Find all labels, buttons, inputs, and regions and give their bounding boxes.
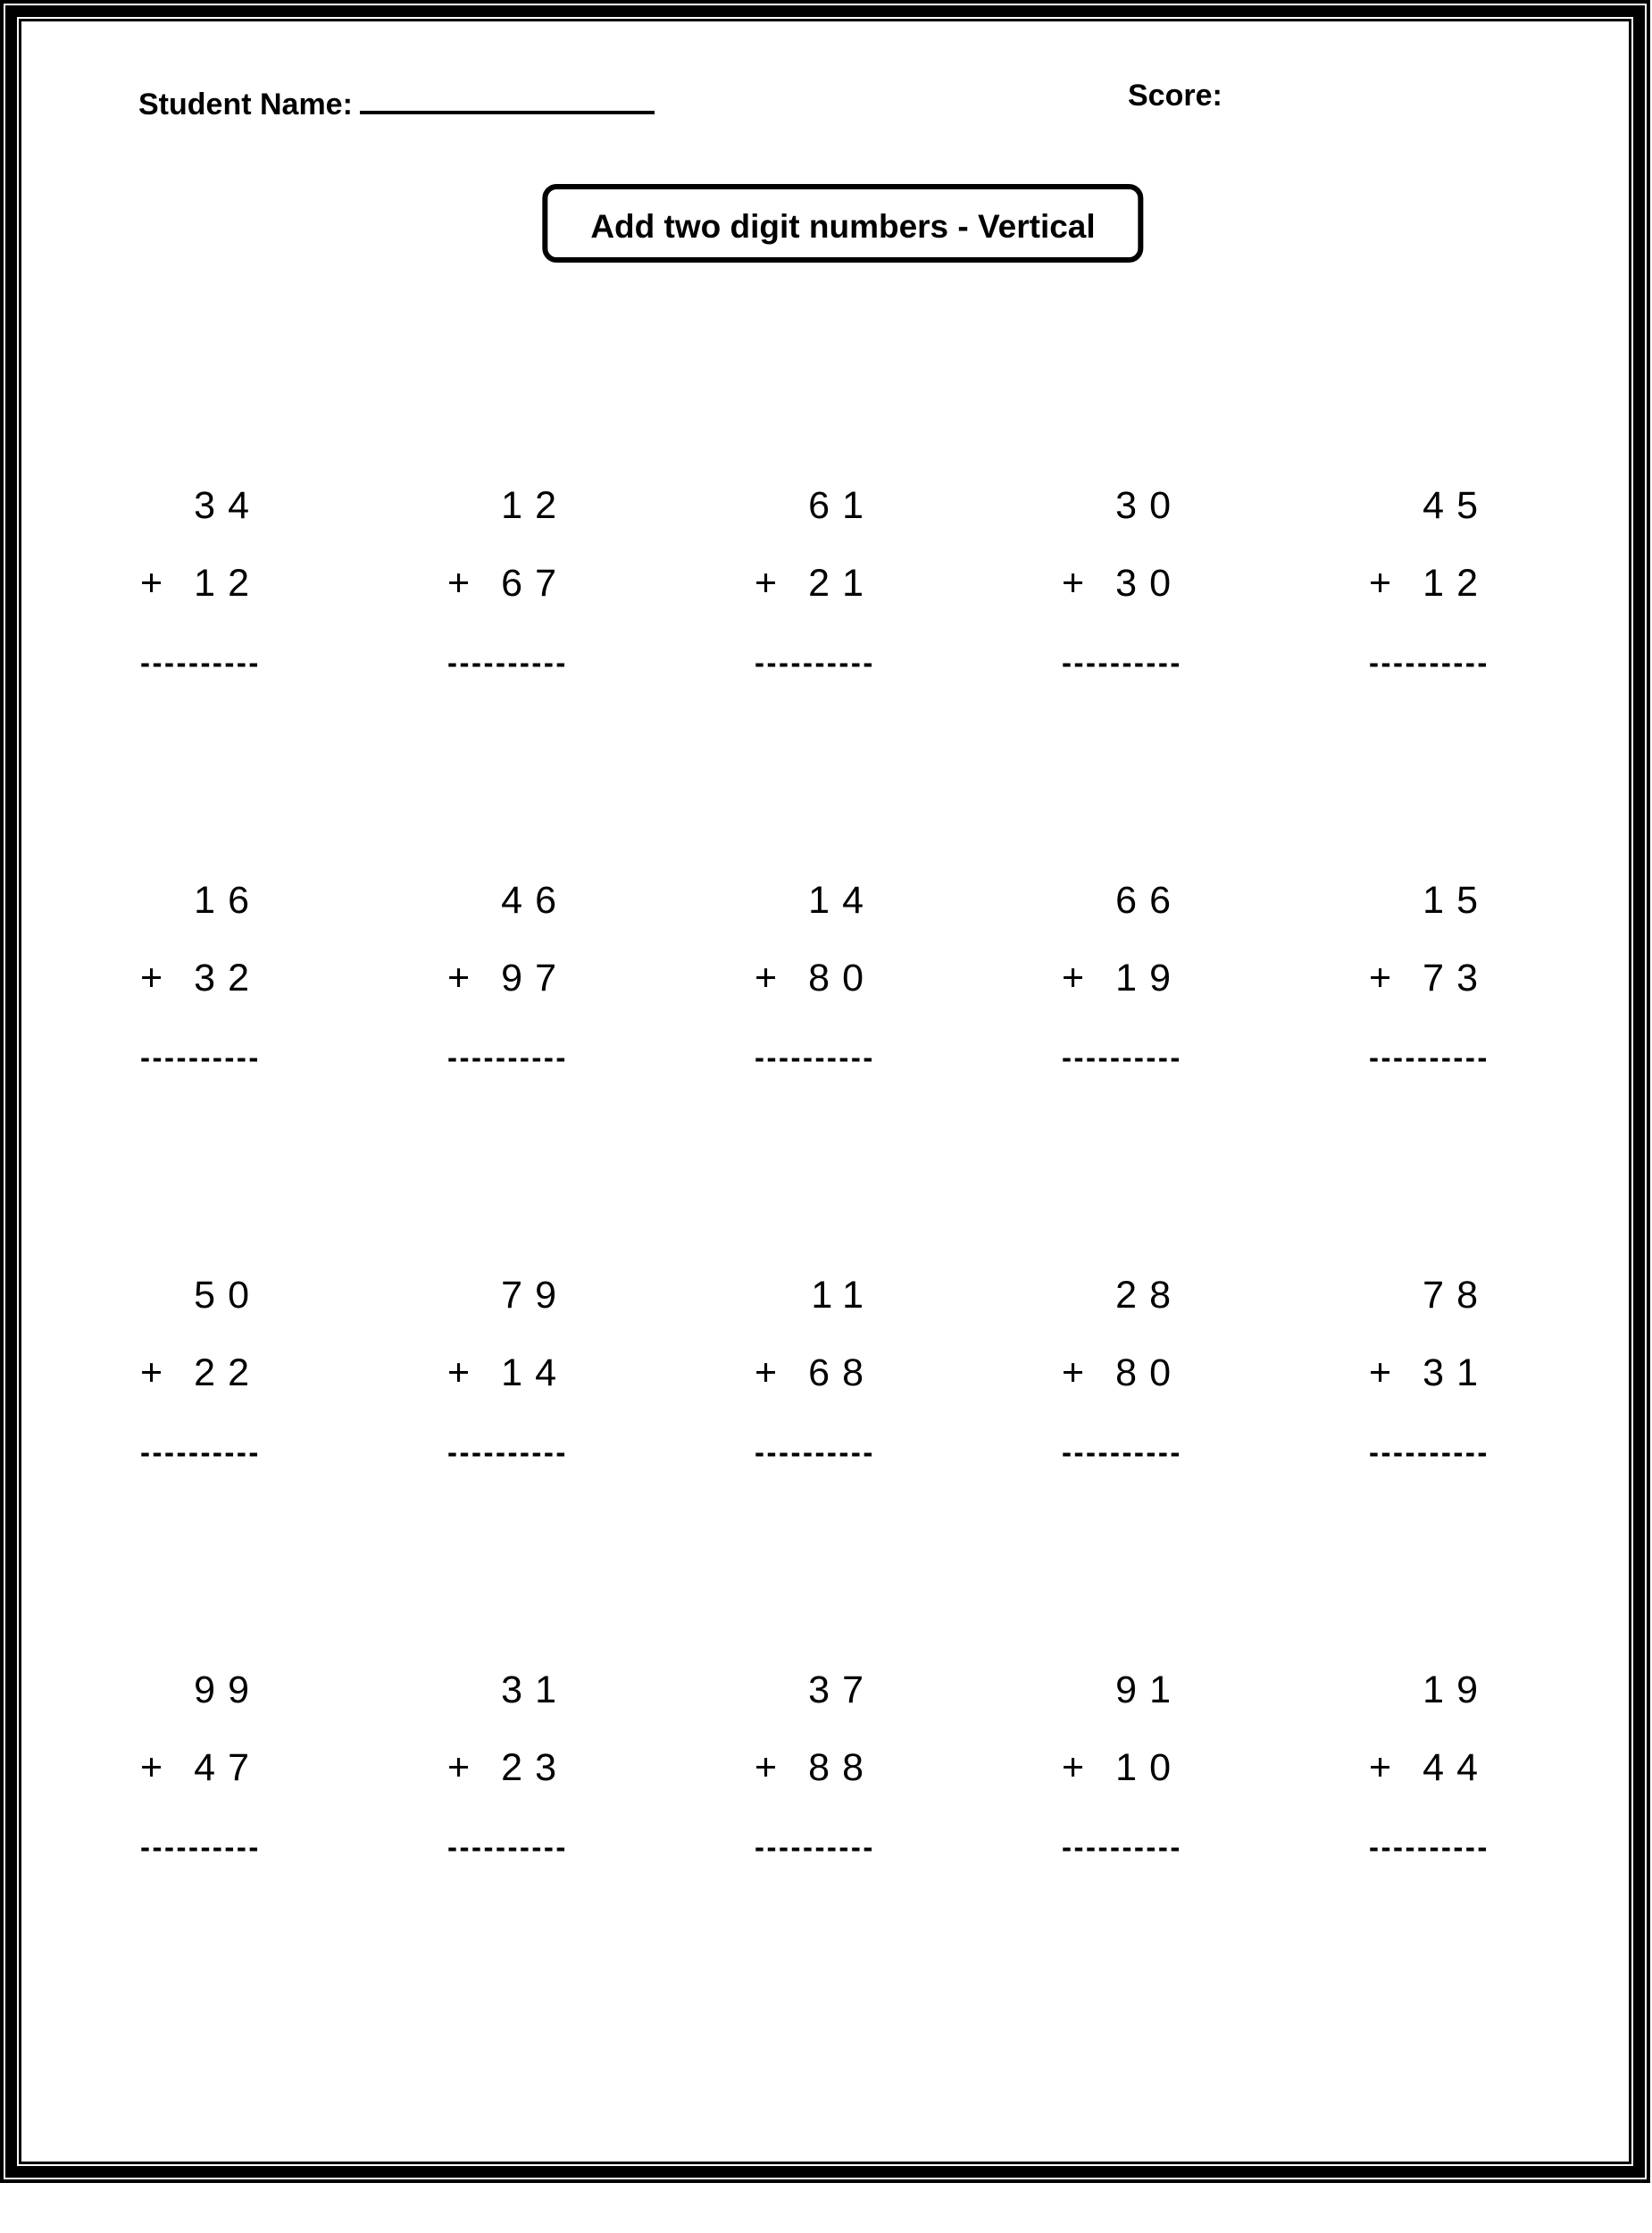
plus-sign: + [447,1746,471,1789]
problem [447,1276,581,1671]
addend-number: 32 [194,957,262,999]
addend-row [1062,562,1196,605]
top-number: 91 [1115,1668,1183,1711]
addend-row [140,1746,274,1789]
answer-line: ---------- [140,1435,261,1468]
top-number: 12 [501,484,569,527]
top-number-row [447,1668,581,1711]
addend-row [140,1351,274,1394]
addend-row [755,959,889,998]
top-number-row [140,484,274,527]
problem [140,1668,274,2066]
plus-sign: + [1369,1746,1392,1789]
top-number: 37 [808,1668,876,1711]
addend-row [140,959,274,998]
top-number-row [1369,1276,1503,1315]
addend-number: 47 [194,1746,262,1789]
addend-number: 21 [808,562,876,605]
top-number-row [755,1668,889,1711]
addend-row [755,562,889,605]
addend-number: 14 [501,1351,569,1394]
top-number: 45 [1423,484,1490,527]
addend-row [1369,1351,1503,1394]
problem [1062,879,1196,1276]
name-underline [360,79,655,114]
addend-row [1369,562,1503,605]
answer-line: ---------- [447,1830,568,1863]
problems-grid [54,484,1589,2066]
plus-sign: + [447,1351,471,1394]
problem [1369,484,1503,882]
answer-line: ---------- [1062,1041,1182,1074]
problem [1062,1668,1196,2066]
addend-row [447,959,581,998]
plus-sign: + [140,562,163,605]
addend-row [1369,959,1503,998]
answer-line: ---------- [1369,1041,1489,1074]
addend-row [447,1351,581,1394]
answer-line: ---------- [447,1041,568,1074]
addend-number: 30 [1115,562,1183,605]
top-number: 46 [501,879,569,922]
top-number: 15 [1423,879,1490,922]
top-number: 14 [808,879,876,922]
top-number-row [140,1276,274,1315]
top-number: 11 [811,1274,876,1317]
problem [1369,879,1503,1276]
top-number-row [1369,879,1503,922]
top-number: 50 [194,1274,262,1317]
answer-line: ---------- [447,1435,568,1468]
top-number: 78 [1423,1274,1490,1317]
plus-sign: + [1062,562,1085,605]
answer-line: ---------- [447,646,568,679]
problem [140,1276,274,1671]
problem [447,879,581,1276]
plus-sign: + [755,957,778,999]
answer-line: ---------- [1369,1830,1489,1863]
addend-row [755,1351,889,1394]
addend-number: 10 [1115,1746,1183,1789]
problem [447,1668,581,2066]
problem [755,1276,889,1671]
score-label: Score: [1128,79,1222,113]
addend-row [447,562,581,605]
top-number-row [140,1668,274,1711]
answer-line: ---------- [1062,646,1182,679]
problem [755,484,889,882]
answer-line: ---------- [755,1435,875,1468]
addend-row [1369,1746,1503,1789]
addend-number: 67 [501,562,569,605]
plus-sign: + [140,1351,163,1394]
top-number: 30 [1115,484,1183,527]
addend-row [447,1746,581,1789]
addend-number: 31 [1423,1351,1490,1394]
answer-line: ---------- [140,1830,261,1863]
addend-row [1062,1746,1196,1789]
addend-number: 19 [1115,957,1183,999]
addend-number: 12 [194,562,262,605]
top-number: 99 [194,1668,262,1711]
top-number: 34 [194,484,262,527]
addend-number: 22 [194,1351,262,1394]
top-number-row [1062,1276,1196,1315]
top-number-row [447,1276,581,1315]
plus-sign: + [755,1351,778,1394]
addend-number: 44 [1423,1746,1490,1789]
answer-line: ---------- [755,1830,875,1863]
answer-line: ---------- [140,1041,261,1074]
worksheet-title: Add two digit numbers - Vertical [590,208,1096,245]
top-number-row [1369,484,1503,527]
top-number-row [140,879,274,922]
plus-sign: + [1062,1351,1085,1394]
problem [755,1668,889,2066]
plus-sign: + [140,957,163,999]
plus-sign: + [1369,1351,1392,1394]
top-number-row [755,879,889,922]
plus-sign: + [447,562,471,605]
addend-row [755,1746,889,1789]
top-number: 16 [194,879,262,922]
problem [1062,484,1196,882]
answer-line: ---------- [1369,1435,1489,1468]
title-box [542,184,1143,263]
top-number-row [447,879,581,922]
problem [447,484,581,882]
plus-sign: + [140,1746,163,1789]
addend-number: 80 [808,957,876,999]
top-number-row [1062,484,1196,527]
addend-number: 80 [1115,1351,1183,1394]
problem [140,879,274,1276]
plus-sign: + [755,562,778,605]
addend-row [1062,959,1196,998]
top-number-row [1062,879,1196,922]
addend-number: 88 [808,1746,876,1789]
plus-sign: + [1062,957,1085,999]
student-name-label: Student Name: [138,88,353,121]
answer-line: ---------- [140,646,261,679]
addend-row [1062,1351,1196,1394]
addend-number: 68 [808,1351,876,1394]
top-number-row [1062,1668,1196,1711]
plus-sign: + [1369,562,1392,605]
addend-number: 23 [501,1746,569,1789]
addend-number: 73 [1423,957,1490,999]
top-number-row [755,1276,889,1315]
top-number: 19 [1423,1668,1490,1711]
top-number-row [447,484,581,527]
plus-sign: + [447,957,471,999]
answer-line: ---------- [1062,1830,1182,1863]
top-number-row [755,484,889,527]
problem [1369,1668,1503,2066]
top-number: 66 [1115,879,1183,922]
addend-row [140,562,274,605]
student-name-row [138,79,655,122]
answer-line: ---------- [1062,1435,1182,1468]
answer-line: ---------- [755,1041,875,1074]
plus-sign: + [1062,1746,1085,1789]
top-number: 28 [1115,1274,1183,1317]
top-number: 31 [501,1668,569,1711]
addend-number: 12 [1423,562,1490,605]
plus-sign: + [755,1746,778,1789]
answer-line: ---------- [1369,646,1489,679]
top-number: 79 [501,1274,569,1317]
problem [1062,1276,1196,1671]
problem [1369,1276,1503,1671]
plus-sign: + [1369,957,1392,999]
problem [140,484,274,882]
problem [755,879,889,1276]
top-number: 61 [808,484,876,527]
answer-line: ---------- [755,646,875,679]
addend-number: 97 [501,957,569,999]
top-number-row [1369,1668,1503,1711]
